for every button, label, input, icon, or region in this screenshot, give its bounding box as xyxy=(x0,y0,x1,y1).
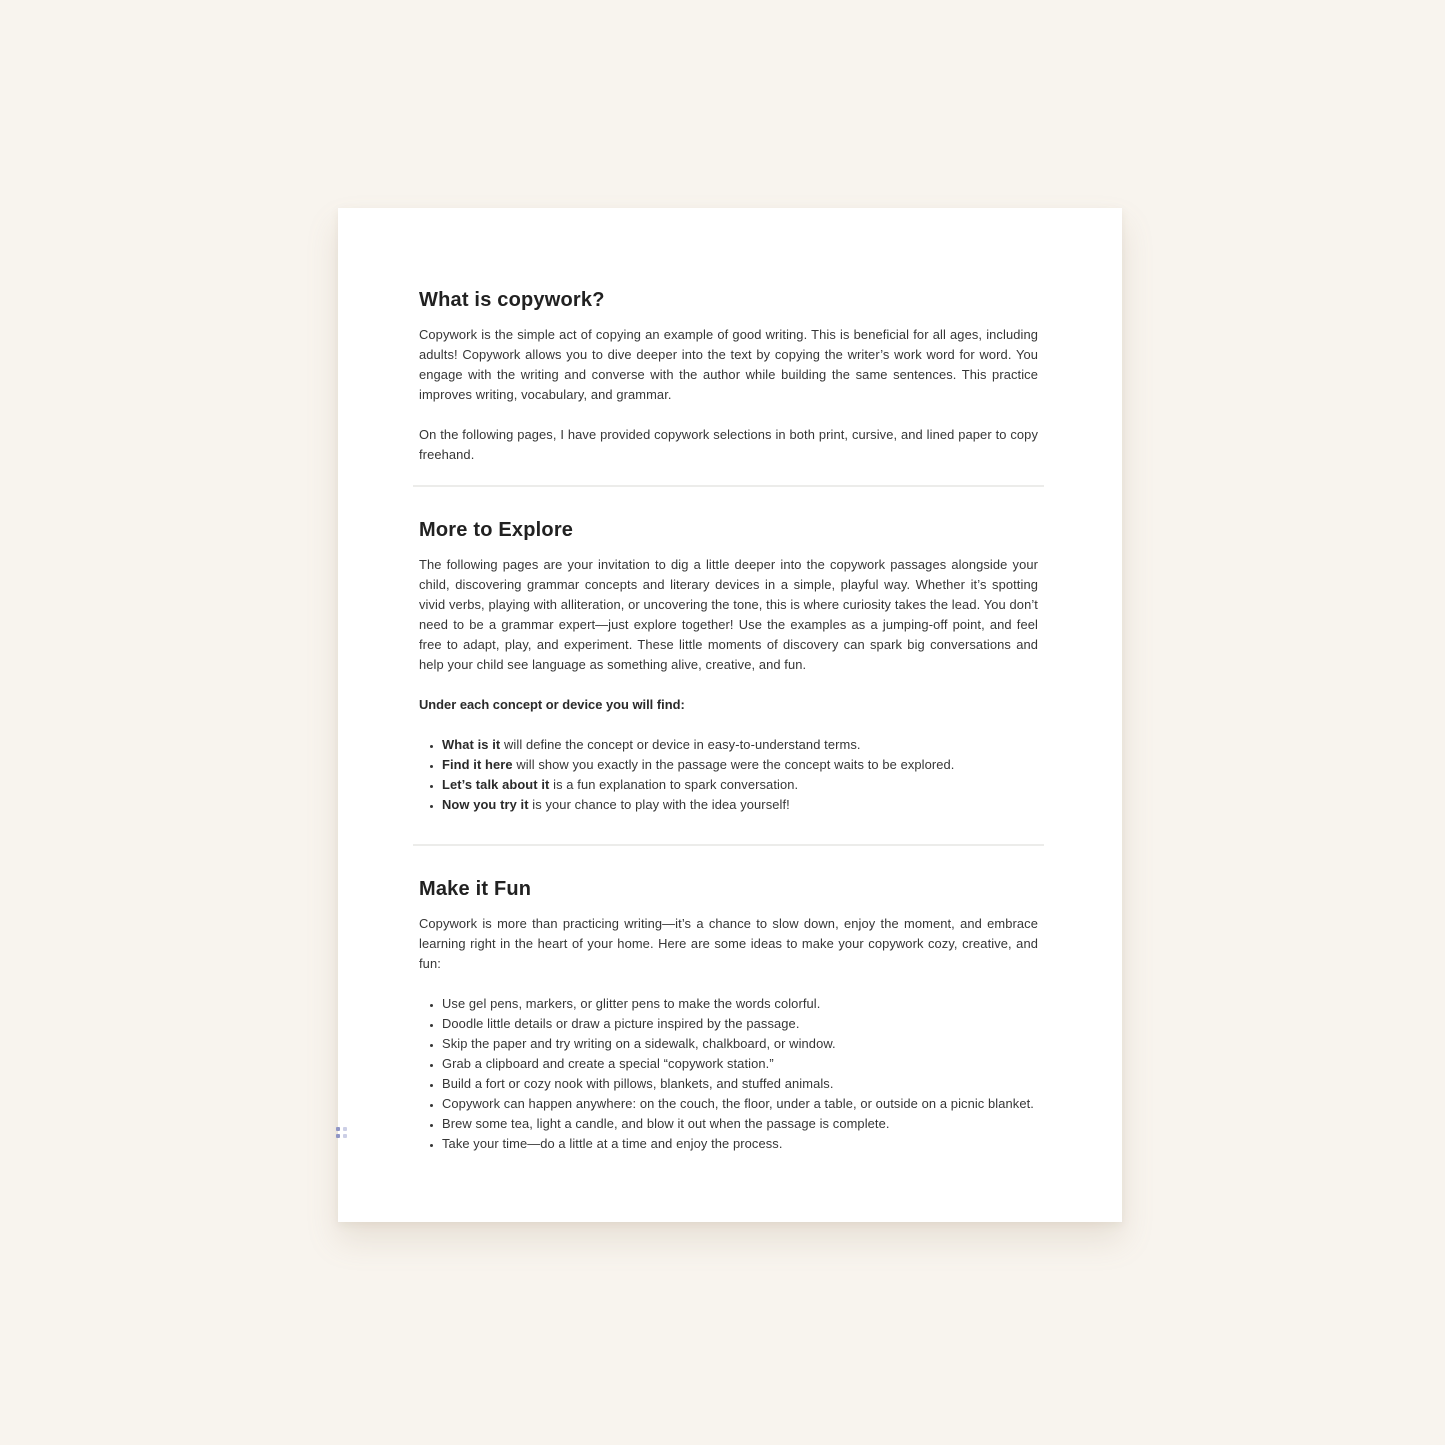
bullet-item: • Use gel pens, markers, or glitter pens to make the words colorful. xyxy=(442,994,1038,1014)
document-page xyxy=(338,208,1122,1222)
section-make-it-fun xyxy=(419,877,1038,1154)
bullet-item xyxy=(442,795,1038,815)
bullet-text: is your chance to play with the idea yourself! xyxy=(528,797,790,812)
bullet-list xyxy=(419,735,1038,815)
bullet-item: • Copywork can happen anywhere: on the couch, the floor, under a table, or outside on a picnic blanket. xyxy=(442,1094,1038,1114)
page-content xyxy=(419,288,1038,1154)
section-heading: More to Explore xyxy=(419,519,574,541)
grid-dots-icon xyxy=(336,1127,350,1141)
bullet-text: will show you exactly in the passage were the concept waits to be explored. xyxy=(512,757,955,772)
list-subheading: Under each concept or device you will find: xyxy=(419,697,685,712)
section-what-is-copywork xyxy=(419,288,1038,465)
bullet-lead: Now you try it xyxy=(442,797,529,812)
bullet-item: • Doodle little details or draw a picture inspired by the passage. xyxy=(442,1014,1038,1034)
bullet-item: • Skip the paper and try writing on a sidewalk, chalkboard, or window. xyxy=(442,1034,1038,1054)
bullet-lead: Let’s talk about it xyxy=(442,777,550,792)
bullet-item: • Grab a clipboard and create a special “copywork station.” xyxy=(442,1054,1038,1074)
bullet-text: is a fun explanation to spark conversation. xyxy=(549,777,799,792)
bullet-lead: What is it xyxy=(442,737,501,752)
bullet-item xyxy=(442,775,1038,795)
bullet-lead: Find it here xyxy=(442,757,513,772)
body-paragraph: On the following pages, I have provided copywork selections in both print, cursive, and lined paper to copy freehand. xyxy=(419,427,1038,462)
section-heading: Make it Fun xyxy=(419,878,532,900)
section-divider xyxy=(413,485,1044,487)
bullet-list xyxy=(419,994,1038,1154)
bullet-item: • Take your time—do a little at a time and enjoy the process. xyxy=(442,1134,1038,1154)
body-paragraph: The following pages are your invitation to dig a little deeper into the copywork passages alongside your child, discovering grammar concepts and literary devices in a simple, playful way. Whether it’s spotting vivid verbs, playing with alliteration, or uncovering the tone, this is where curiosity takes the lead. You don’t need to be a grammar expert—just explore together! Use the examples as a jumping-off point, and feel free to adapt, play, and experiment. These little moments of discovery can spark big conversations and help your child see language as something alive, creative, and fun. xyxy=(419,557,1038,672)
section-divider xyxy=(413,844,1044,846)
body-paragraph: Copywork is more than practicing writing—it’s a chance to slow down, enjoy the moment, and embrace learning right in the heart of your home. Here are some ideas to make your copywork cozy, creative, and fun: xyxy=(419,916,1038,971)
section-heading: What is copywork? xyxy=(419,289,605,311)
section-more-to-explore xyxy=(419,518,1038,815)
bullet-item xyxy=(442,735,1038,755)
bullet-item xyxy=(442,755,1038,775)
bullet-item: • Brew some tea, light a candle, and blow it out when the passage is complete. xyxy=(442,1114,1038,1134)
bullet-text: will define the concept or device in easy-to-understand terms. xyxy=(500,737,861,752)
bullet-item: • Build a fort or cozy nook with pillows, blankets, and stuffed animals. xyxy=(442,1074,1038,1094)
body-paragraph: Copywork is the simple act of copying an example of good writing. This is beneficial for all ages, including adults! Copywork allows you to dive deeper into the text by copying the writer’s work word for word. You engage with the writing and converse with the author while building the same sentences. This practice improves writing, vocabulary, and grammar. xyxy=(419,327,1038,402)
